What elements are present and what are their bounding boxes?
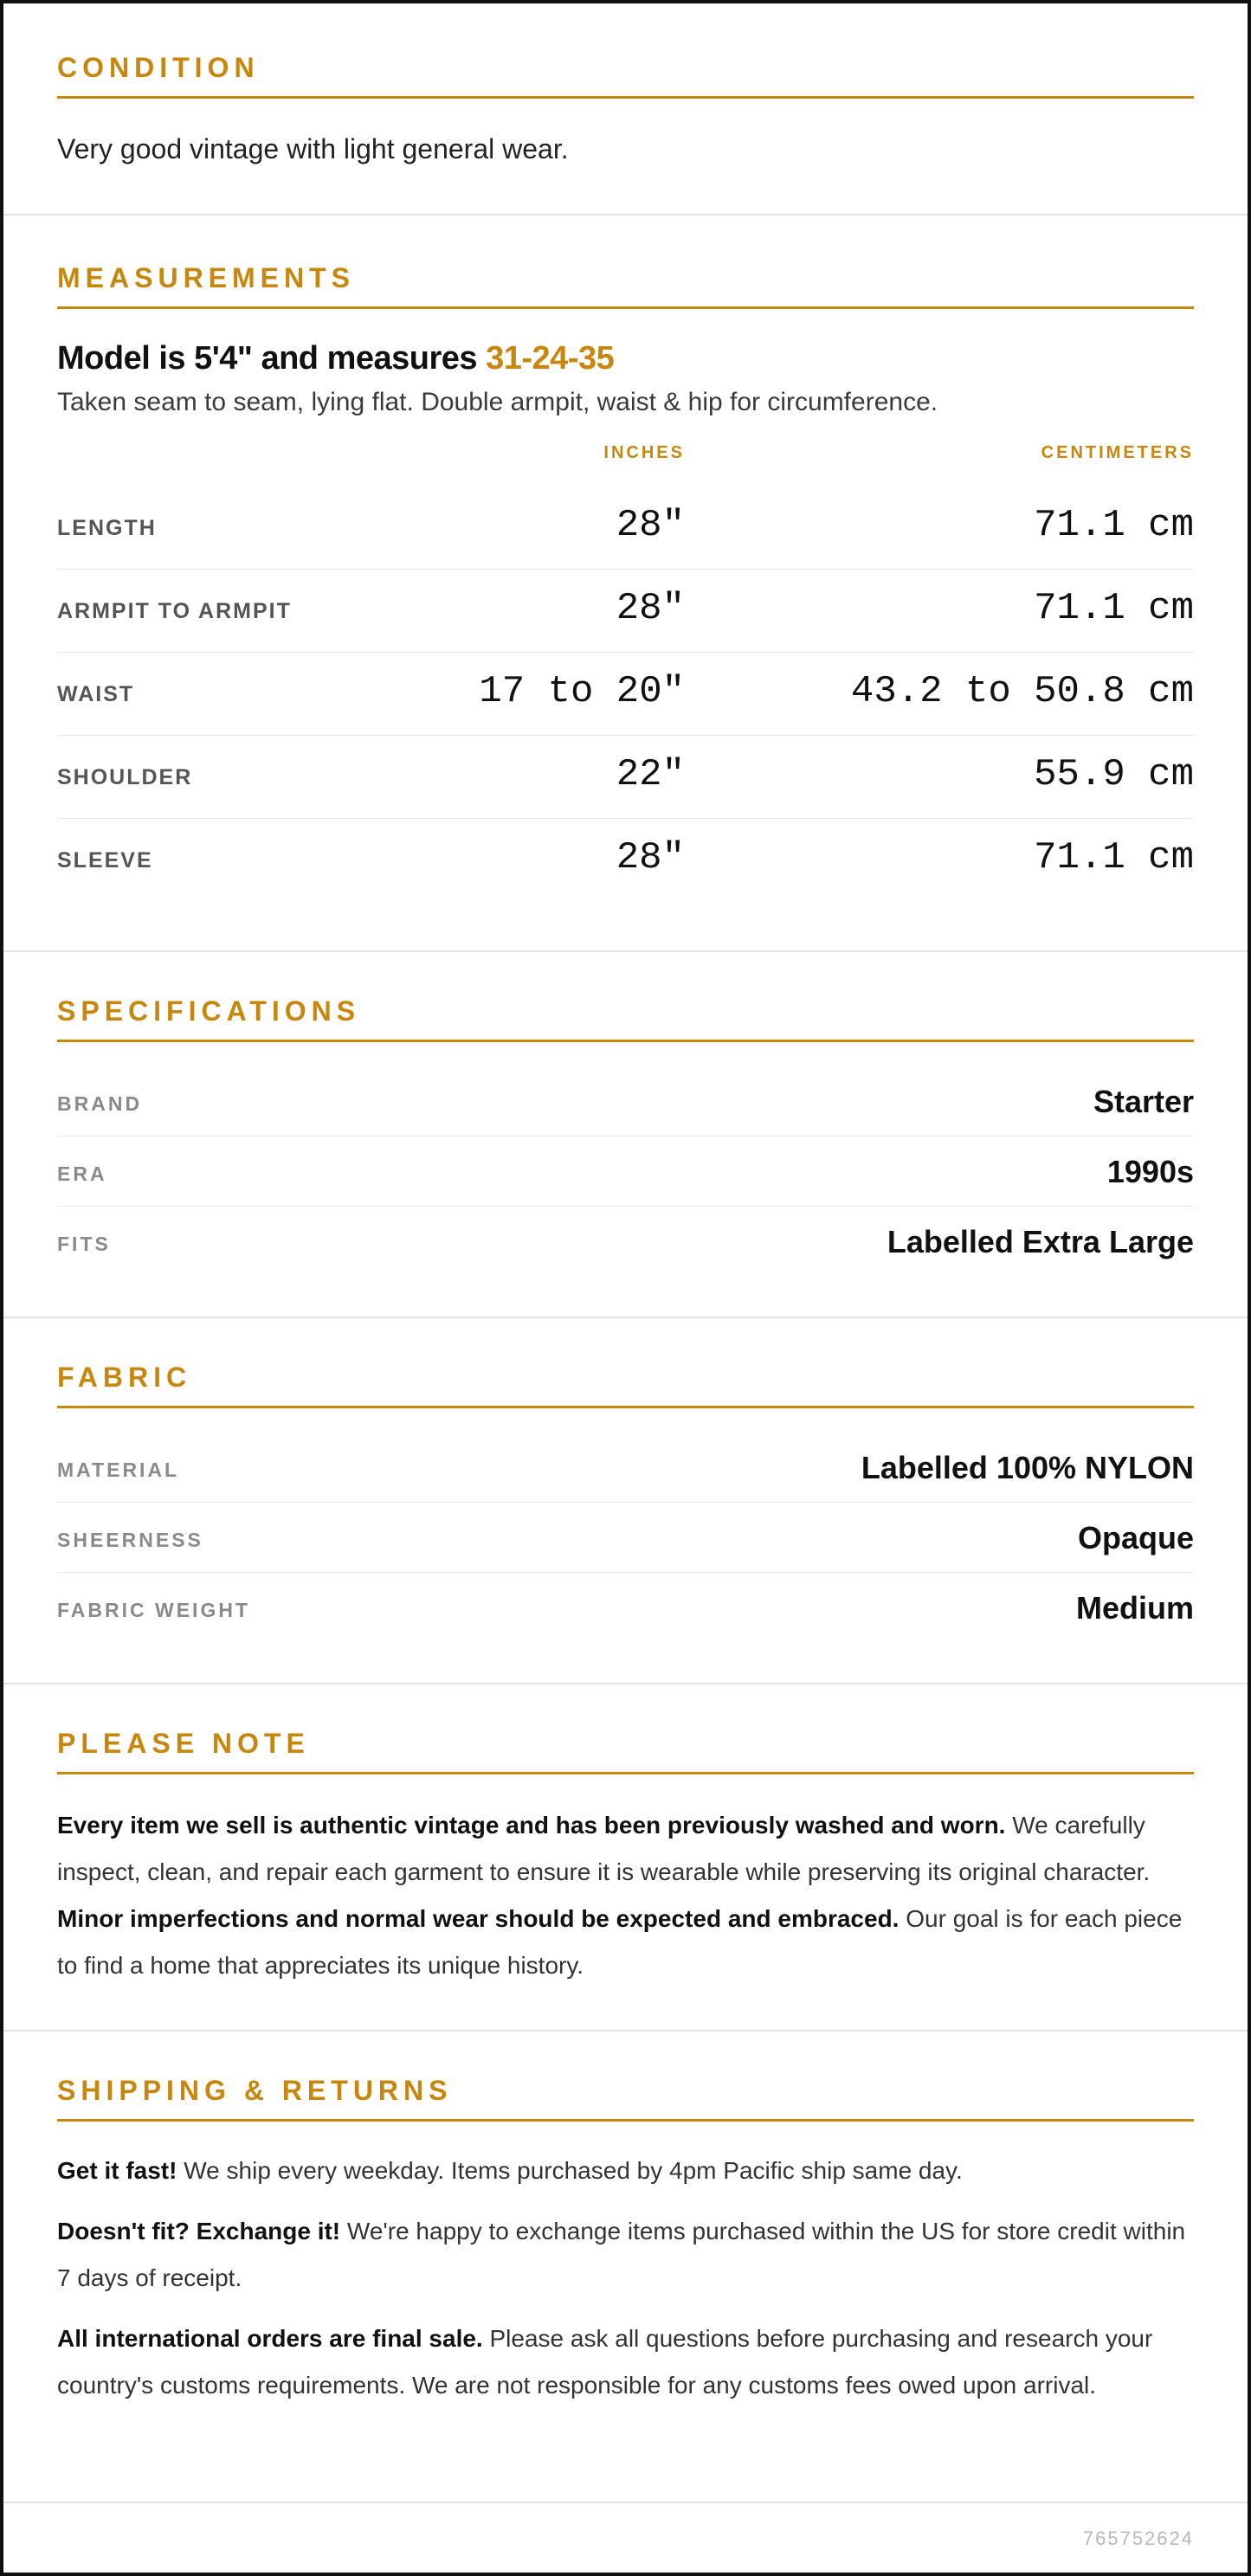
- spec-value: Labelled Extra Large: [887, 1224, 1194, 1259]
- shipping-paragraph-exchange: [57, 2208, 1194, 2302]
- note-bold-2: Minor imperfections and normal wear should be expected and embraced.: [57, 1905, 900, 1932]
- model-prefix: Model is 5'4" and measures: [57, 340, 487, 377]
- centimeters-column-header: CENTIMETERS: [1041, 443, 1194, 462]
- fabric-list: [57, 1433, 1194, 1643]
- measurement-row-sleeve: [57, 819, 1194, 902]
- fabric-value: Medium: [1075, 1590, 1194, 1626]
- shipping-text-1: We ship every weekday. Items purchased by 4pm Pacific ship same day.: [177, 2157, 963, 2184]
- measurement-cm: 43.2 to 50.8 cm: [850, 670, 1194, 713]
- model-info: [57, 340, 1194, 377]
- measurement-cm: 55.9 cm: [1034, 753, 1194, 796]
- fabric-heading: FABRIC: [57, 1362, 1194, 1408]
- measurement-label: SHOULDER: [57, 765, 193, 789]
- spec-row-era: [57, 1137, 1194, 1207]
- measurement-description: Taken seam to seam, lying flat. Double armpit, waist & hip for circumference.: [57, 388, 938, 416]
- please-note-section: [3, 1684, 1248, 2032]
- measurement-row-waist: [57, 653, 1194, 736]
- inches-column-header: INCHES: [603, 443, 685, 462]
- measurement-inches: 28": [616, 504, 685, 547]
- condition-text: Very good vintage with light general wear.: [57, 133, 569, 164]
- measurement-row-length: [57, 486, 1194, 570]
- fabric-row-weight: [57, 1573, 1194, 1643]
- measurement-row-shoulder: [57, 736, 1194, 819]
- footer: [3, 2503, 1248, 2576]
- shipping-returns-section: [3, 2032, 1248, 2503]
- measurement-label: WAIST: [57, 682, 135, 706]
- measurement-table: [57, 486, 1194, 902]
- note-bold-1: Every item we sell is authentic vintage and has been previously washed and worn.: [57, 1812, 1006, 1839]
- measurement-column-headers: [57, 443, 1194, 486]
- please-note-heading: PLEASE NOTE: [57, 1728, 1194, 1774]
- condition-heading: CONDITION: [57, 52, 1194, 99]
- measurements-section: [3, 216, 1248, 952]
- measurement-label: LENGTH: [57, 516, 157, 540]
- note-text-2: Our goal is for each piece to find a home that appreciates its unique history.: [57, 1905, 1183, 1979]
- condition-section: [3, 3, 1248, 216]
- shipping-text-3: Please ask all questions before purchasing and research your country's customs requirements. We are not responsible for any customs fees owed upon arrival.: [57, 2325, 1153, 2399]
- shipping-bold-3: All international orders are final sale.: [57, 2325, 483, 2352]
- fabric-row-sheerness: [57, 1503, 1194, 1573]
- spec-value: Starter: [1093, 1084, 1194, 1119]
- measurement-inches: 17 to 20": [479, 670, 685, 713]
- fabric-row-material: [57, 1433, 1194, 1503]
- shipping-heading: SHIPPING & RETURNS: [57, 2075, 1194, 2122]
- fabric-value: Opaque: [1077, 1520, 1194, 1555]
- measurement-inches: 28": [616, 836, 685, 879]
- shipping-text-2: We're happy to exchange items purchased within the US for store credit within 7 days of receipt.: [57, 2218, 1186, 2291]
- spec-value: 1990s: [1106, 1154, 1194, 1189]
- measurement-cm: 71.1 cm: [1034, 836, 1194, 879]
- measurement-label: SLEEVE: [57, 848, 153, 873]
- spec-key: BRAND: [57, 1092, 143, 1115]
- shipping-bold-1: Get it fast!: [57, 2157, 177, 2184]
- specifications-section: [3, 952, 1248, 1318]
- shipping-paragraph-international: [57, 2315, 1194, 2409]
- shipping-paragraph-fast: [57, 2148, 1194, 2194]
- shipping-bold-2: Doesn't fit? Exchange it!: [57, 2218, 341, 2244]
- spec-row-brand: [57, 1066, 1194, 1137]
- model-measures: 31-24-35: [486, 340, 615, 377]
- measurements-heading: MEASUREMENTS: [57, 262, 1194, 309]
- measurement-row-armpit: [57, 570, 1194, 653]
- fabric-value: Labelled 100% NYLON: [861, 1450, 1194, 1485]
- measurement-cm: 71.1 cm: [1034, 504, 1194, 547]
- measurement-cm: 71.1 cm: [1034, 587, 1194, 630]
- measurement-label: ARMPIT TO ARMPIT: [57, 599, 292, 623]
- fabric-section: [3, 1318, 1248, 1684]
- specifications-heading: SPECIFICATIONS: [57, 995, 1194, 1042]
- fabric-key: SHEERNESS: [57, 1529, 203, 1551]
- fabric-key: FABRIC WEIGHT: [57, 1599, 250, 1621]
- measurement-inches: 22": [616, 753, 685, 796]
- product-id: 765752624: [1082, 2528, 1194, 2549]
- spec-key: FITS: [57, 1233, 111, 1255]
- specifications-list: [57, 1066, 1194, 1277]
- please-note-text: [57, 1802, 1194, 1989]
- fabric-key: MATERIAL: [57, 1459, 180, 1481]
- measurement-inches: 28": [616, 587, 685, 630]
- spec-key: ERA: [57, 1162, 107, 1185]
- note-text-1: We carefully inspect, clean, and repair each garment to ensure it is wearable while preserving its original character.: [57, 1812, 1151, 1885]
- spec-row-fits: [57, 1207, 1194, 1277]
